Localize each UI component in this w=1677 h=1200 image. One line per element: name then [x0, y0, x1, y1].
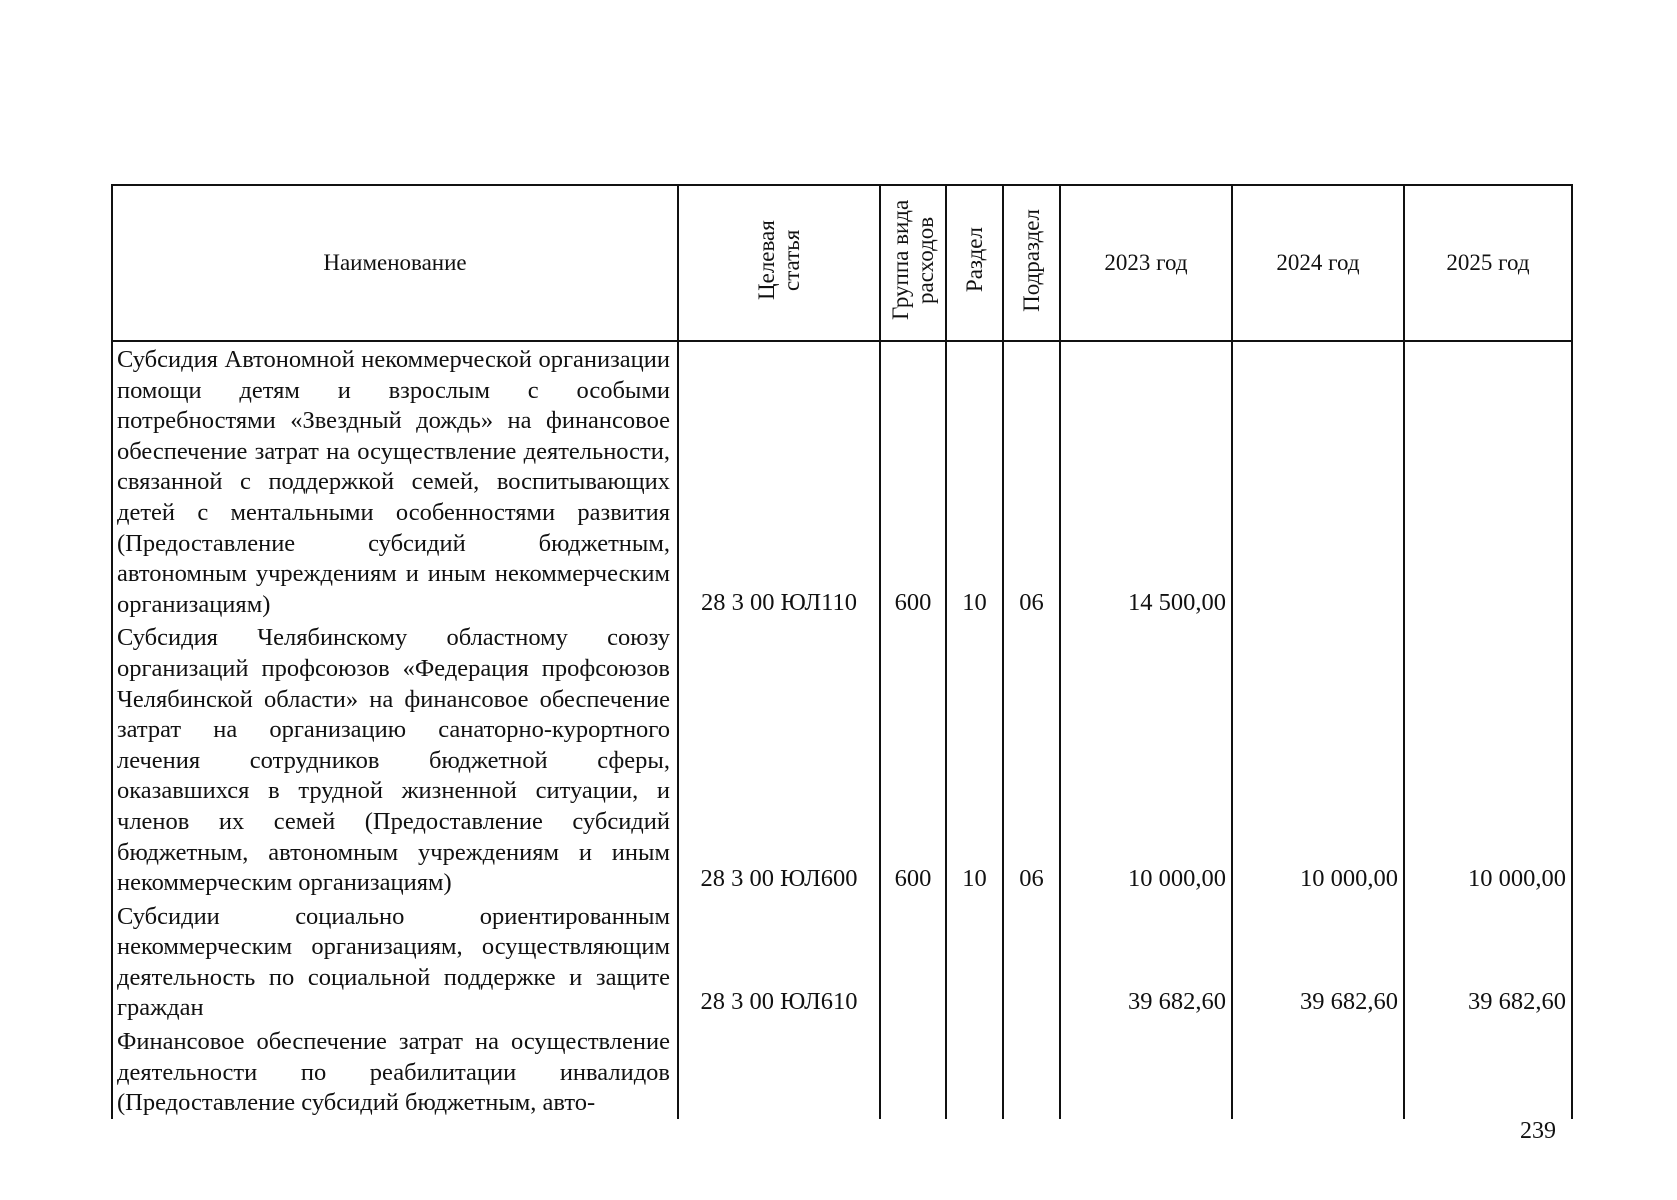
row-name-4: Финансовое обеспечение затрат на осуществление деятельности по реабилитации инвалидов (Предоставление субсидий бюджетным, авто-	[117, 1028, 670, 1117]
subsection-column	[1003, 341, 1060, 1119]
row-name-1: Субсидия Автономной некоммерческой организации помощи детям и взрослым с особыми потребностями «Звездный дождь» на финансовое обеспечение затрат на осуществление деятельности, связанной с поддержкой семей, воспитывающих детей с ментальными особенностями развития (Предоставление субсидий бюджетным, автономным учреждениям и иным некоммерческим организациям)	[117, 346, 670, 618]
row-name-2: Субсидия Челябинскому областному союзу организаций профсоюзов «Федерация профсоюзов Челябинской области» на финансовое обеспечение затрат на организацию санаторно-курортного лечения сотрудников бюджетной сферы, оказавшихся в трудной жизненной ситуации, и членов их семей (Предоставление субсидий бюджетным, автономным учреждениям и иным некоммерческим организациям)	[117, 624, 670, 897]
table-body	[112, 341, 1572, 1119]
header-subsection	[1003, 185, 1060, 341]
row-3-target-article: 28 3 00 ЮЛ610	[700, 988, 858, 1015]
row-2-y2025: 10 000,00	[1468, 865, 1566, 892]
row-2-section: 10	[962, 865, 987, 892]
row-1-subsection: 06	[1019, 589, 1044, 616]
y2023-column	[1060, 341, 1232, 1119]
y2024-column	[1232, 341, 1404, 1119]
row-1-expense-group: 600	[894, 589, 932, 616]
header-section-text: Раздел	[962, 227, 987, 293]
row-3-y2023: 39 682,60	[1128, 988, 1226, 1015]
header-row	[112, 185, 1572, 341]
header-expense-group	[880, 185, 946, 341]
row-2-subsection: 06	[1019, 865, 1044, 892]
row-1-target-article: 28 3 00 ЮЛ110	[700, 589, 858, 616]
header-section	[946, 185, 1003, 341]
page-number: 239	[1520, 1118, 1556, 1144]
row-3-y2025: 39 682,60	[1468, 988, 1566, 1015]
row-name-3: Субсидии социально ориентированным некоммерческим организациям, осуществляющим деятельность по социальной поддержке и защите граждан	[117, 902, 670, 1022]
row-1-section: 10	[962, 589, 987, 616]
header-subsection-text: Подраздел	[1019, 208, 1044, 312]
header-target-article-text: Целевая статья	[754, 220, 804, 300]
row-2-y2023: 10 000,00	[1128, 865, 1226, 892]
header-expense-group-text: Группа вида расходов	[888, 199, 938, 321]
y2025-column	[1404, 341, 1572, 1119]
header-2023: 2023 год	[1060, 185, 1232, 341]
row-2-y2024: 10 000,00	[1300, 865, 1398, 892]
section-column	[946, 341, 1003, 1119]
name-column	[112, 341, 678, 1119]
target-article-column	[678, 341, 880, 1119]
budget-table	[111, 184, 1573, 1119]
header-target-article	[678, 185, 880, 341]
row-2-expense-group: 600	[894, 865, 932, 892]
header-2024: 2024 год	[1232, 185, 1404, 341]
header-name: Наименование	[112, 185, 678, 341]
header-2025: 2025 год	[1404, 185, 1572, 341]
row-3-y2024: 39 682,60	[1300, 988, 1398, 1015]
row-1-y2023: 14 500,00	[1128, 589, 1226, 616]
row-2-target-article: 28 3 00 ЮЛ600	[700, 865, 858, 892]
expense-group-column	[880, 341, 946, 1119]
